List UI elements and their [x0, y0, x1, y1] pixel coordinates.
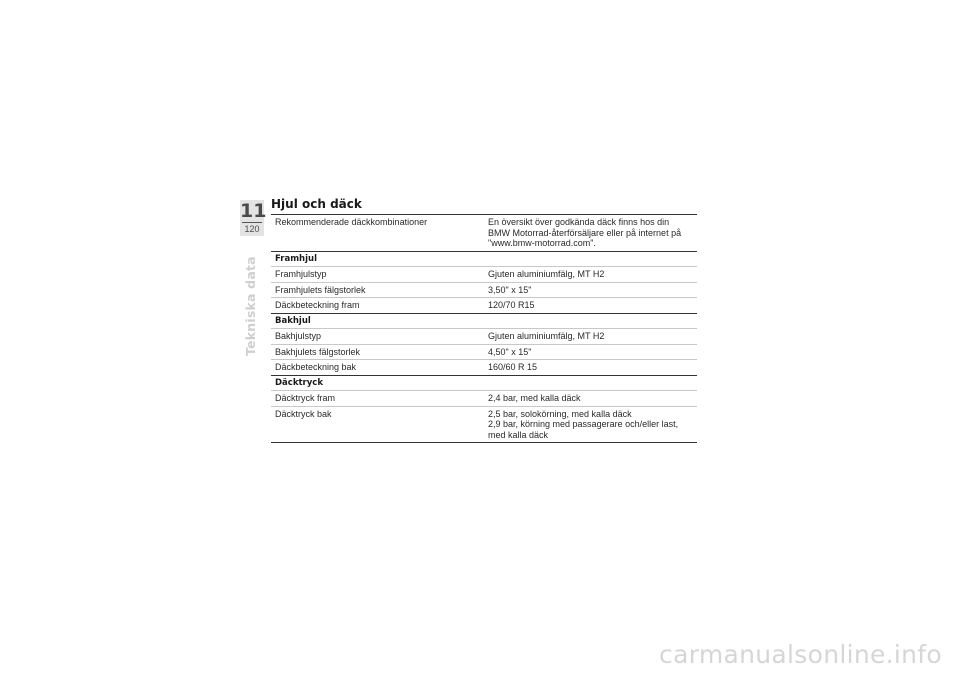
row-label: Framhjulstyp	[271, 267, 484, 283]
intro-label: Rekommenderade däckkombinationer	[271, 215, 484, 252]
row-label: Framhjulets fälgstorlek	[271, 282, 484, 298]
table-row	[271, 406, 697, 443]
row-value-line: med kalla däck	[488, 429, 549, 440]
section-heading-row	[271, 375, 697, 391]
row-label: Bakhjulstyp	[271, 329, 484, 345]
intro-value-line: "www.bmw-motorrad.com".	[488, 238, 596, 248]
row-value-line: 4,50" x 15"	[488, 346, 532, 357]
chapter-side-label: Tekniska data	[243, 256, 258, 356]
chapter-tab	[240, 200, 267, 236]
section-heading: Bakhjul	[271, 313, 697, 329]
table-row	[271, 329, 697, 345]
table-row-intro	[271, 215, 697, 252]
row-value	[484, 282, 697, 298]
row-label: Däckbeteckning fram	[271, 298, 484, 314]
row-label: Bakhjulets fälgstorlek	[271, 344, 484, 360]
table-row	[271, 282, 697, 298]
row-value-line: 2,4 bar, med kalla däck	[488, 393, 581, 403]
row-value-line: 120/70 R15	[488, 300, 535, 310]
row-value-line: Gjuten aluminiumfälg, MT H2	[488, 331, 605, 341]
page-title: Hjul och däck	[271, 197, 362, 211]
section-heading-row	[271, 251, 697, 267]
table-row	[271, 344, 697, 360]
row-value	[484, 406, 697, 443]
table-row	[271, 298, 697, 314]
section-heading: Framhjul	[271, 251, 697, 267]
section-heading: Däcktryck	[271, 375, 697, 391]
row-value	[484, 298, 697, 314]
row-value-line: 3,50" x 15"	[488, 284, 532, 295]
row-value	[484, 344, 697, 360]
intro-value	[484, 215, 697, 252]
spec-table-body	[271, 215, 697, 443]
section-heading-row	[271, 313, 697, 329]
row-value-line: 2,9 bar, körning med passagerare och/eller last,	[488, 419, 679, 429]
row-value-line: Gjuten aluminiumfälg, MT H2	[488, 269, 605, 279]
intro-value-line: BMW Motorrad-återförsäljare eller på internet på	[488, 227, 682, 238]
chapter-number: 11	[240, 200, 267, 222]
row-value-line: 2,5 bar, solokörning, med kalla däck	[488, 408, 632, 419]
row-label: Däcktryck fram	[271, 391, 484, 407]
table-row	[271, 267, 697, 283]
row-value	[484, 360, 697, 376]
row-value	[484, 329, 697, 345]
intro-value-line: En översikt över godkända däck finns hos din	[488, 217, 670, 227]
table-row	[271, 360, 697, 376]
page-number: 120	[244, 224, 260, 234]
watermark-text: carmanualsonline.info	[659, 640, 942, 669]
row-value	[484, 267, 697, 283]
row-value	[484, 391, 697, 407]
row-label: Däcktryck bak	[271, 406, 484, 443]
row-value-line: 160/60 R 15	[488, 362, 538, 372]
spec-table	[271, 214, 697, 443]
table-row	[271, 391, 697, 407]
row-label: Däckbeteckning bak	[271, 360, 484, 376]
